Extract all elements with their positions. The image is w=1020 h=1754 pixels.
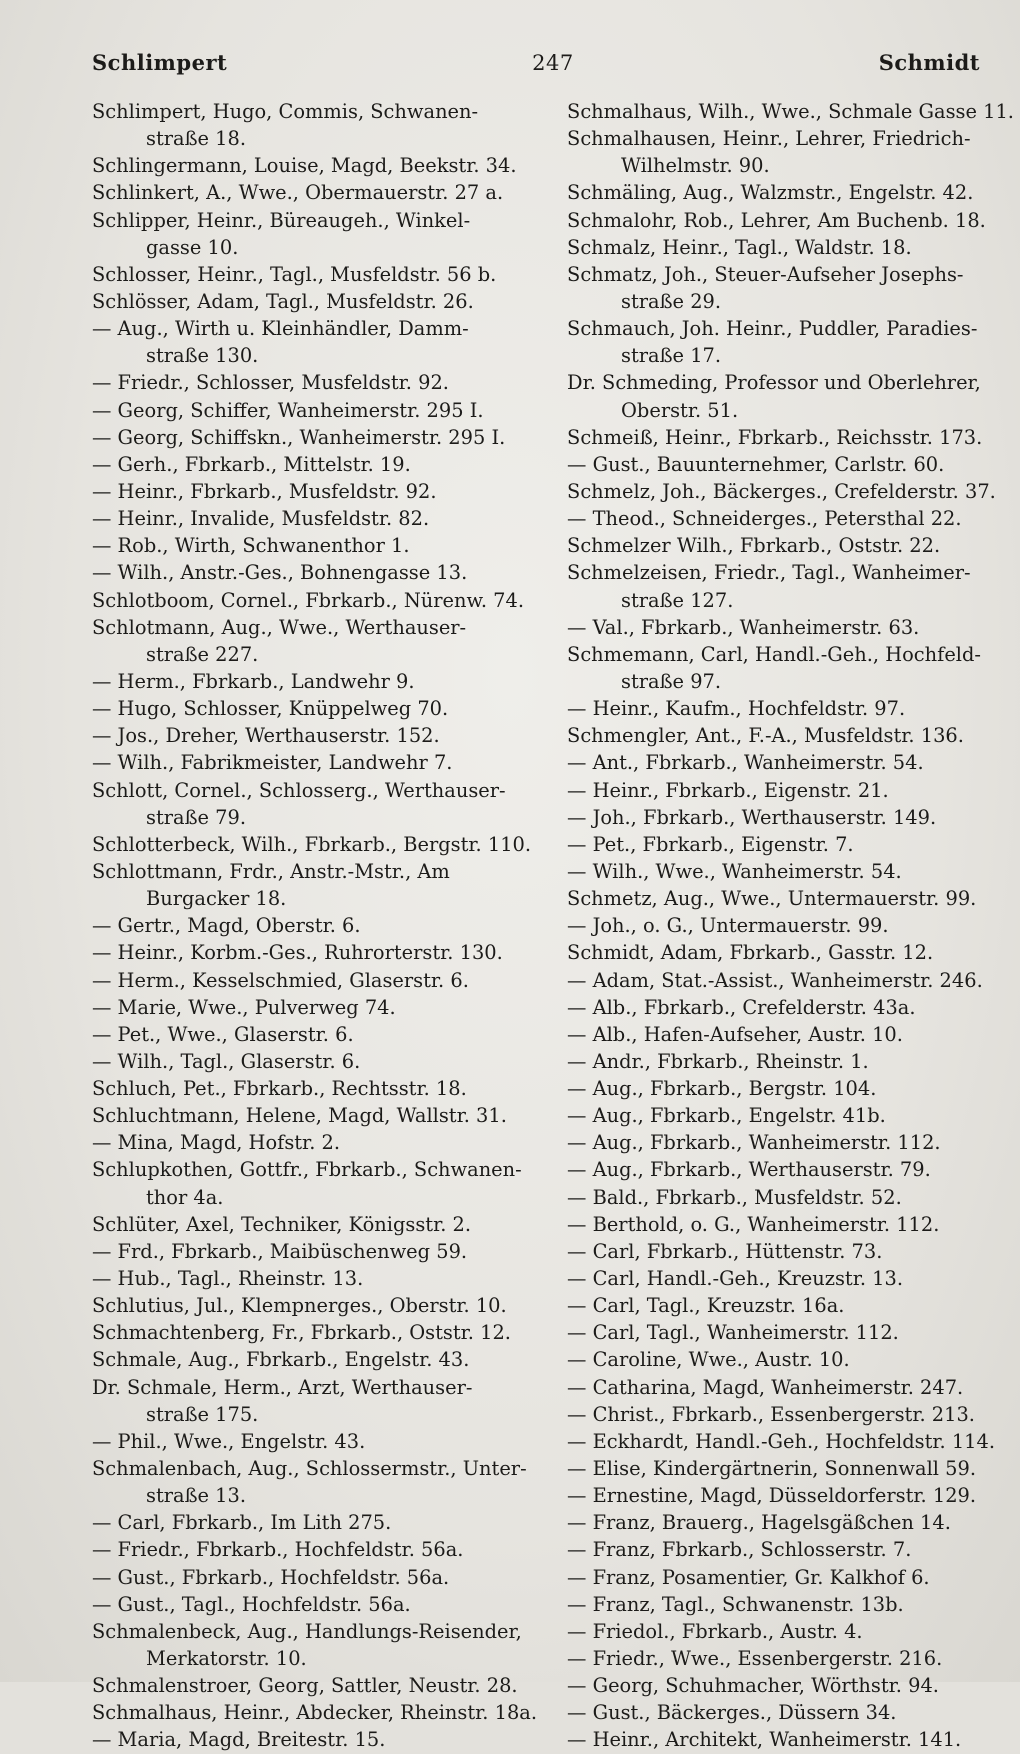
directory-entry-line: — Hugo, Schlosser, Knüppelweg 70. <box>92 697 449 721</box>
directory-entry-line: Schmemann, Carl, Handl.-Geh., Hochfeld- <box>567 642 981 666</box>
directory-entry-line: — Gust., Bauunternehmer, Carlstr. 60. <box>567 452 945 476</box>
directory-entry-line: — Christ., Fbrkarb., Essenbergerstr. 213. <box>567 1402 975 1426</box>
directory-entry-line: Burgacker 18. <box>146 887 287 911</box>
directory-entry-line: — Wilh., Anstr.-Ges., Bohnengasse 13. <box>92 561 468 585</box>
header-left-keyword: Schlimpert <box>92 50 228 75</box>
directory-entry-line: Schmäling, Aug., Walzmstr., Engelstr. 42. <box>567 181 974 205</box>
directory-entry-line: — Carl, Tagl., Kreuzstr. 16a. <box>567 1294 845 1318</box>
directory-entry-line: Schlotboom, Cornel., Fbrkarb., Nürenw. 74. <box>92 588 524 612</box>
directory-entry-line: — Carl, Tagl., Wanheimerstr. 112. <box>567 1321 899 1345</box>
directory-entry-line: Schluch, Pet., Fbrkarb., Rechtsstr. 18. <box>92 1077 467 1101</box>
directory-entry-line: — Alb., Hafen-Aufseher, Austr. 10. <box>567 1022 903 1046</box>
directory-entry-line: — Georg, Schuhmacher, Wörthstr. 94. <box>567 1674 939 1698</box>
directory-entry-line: Schmauch, Joh. Heinr., Puddler, Paradies- <box>567 317 978 341</box>
directory-entry-line: — Carl, Fbrkarb., Im Lith 275. <box>92 1511 392 1535</box>
directory-entry-line: Schlupkothen, Gottfr., Fbrkarb., Schwanen- <box>92 1158 522 1182</box>
directory-entry-line: Schlott, Cornel., Schlosserg., Werthauser- <box>92 778 506 802</box>
directory-entry-line: Schlottmann, Frdr., Anstr.-Mstr., Am <box>92 859 450 883</box>
directory-entry-line: Schmetz, Aug., Wwe., Untermauerstr. 99. <box>567 887 977 911</box>
directory-entry-line: straße 130. <box>146 344 259 368</box>
directory-entry-line: — Adam, Stat.-Assist., Wanheimerstr. 246. <box>567 968 983 992</box>
directory-entry-line: Schmatz, Joh., Steuer-Aufseher Josephs- <box>567 262 964 286</box>
directory-entry-line: — Gust., Fbrkarb., Hochfeldstr. 56a. <box>92 1565 450 1589</box>
directory-entry-line: Schlotterbeck, Wilh., Fbrkarb., Bergstr. 110. <box>92 832 532 856</box>
directory-entry-line: Schmalz, Heinr., Tagl., Waldstr. 18. <box>567 235 912 259</box>
directory-entry-line: — Bald., Fbrkarb., Musfeldstr. 52. <box>567 1185 902 1209</box>
directory-entry-line: — Elise, Kindergärtnerin, Sonnenwall 59. <box>567 1457 976 1481</box>
directory-entry-line: — Carl, Fbrkarb., Hüttenstr. 73. <box>567 1239 883 1263</box>
directory-entry-line: Schmalhaus, Heinr., Abdecker, Rheinstr. 18a. <box>92 1701 538 1725</box>
directory-entry-line: — Gerh., Fbrkarb., Mittelstr. 19. <box>92 452 411 476</box>
directory-entry-line: Schlimpert, Hugo, Commis, Schwanen- <box>92 100 479 123</box>
directory-entry-line: Dr. Schmale, Herm., Arzt, Werthauser- <box>92 1375 473 1399</box>
directory-entry-line: Schmachtenberg, Fr., Fbrkarb., Oststr. 12. <box>92 1321 511 1345</box>
directory-entry-line: Schmelzeisen, Friedr., Tagl., Wanheimer- <box>567 561 971 585</box>
directory-entry-line: straße 175. <box>146 1402 259 1426</box>
directory-entry-line: — Pet., Wwe., Glaserstr. 6. <box>92 1022 354 1046</box>
directory-entry-line: — Jos., Dreher, Werthauserstr. 152. <box>92 724 440 748</box>
directory-entry-line: — Gust., Tagl., Hochfeldstr. 56a. <box>92 1592 411 1616</box>
directory-entry-line: — Wilh., Tagl., Glaserstr. 6. <box>92 1049 361 1073</box>
directory-entry-line: — Friedr., Wwe., Essenbergerstr. 216. <box>567 1647 943 1671</box>
directory-entry-line: straße 17. <box>621 344 722 368</box>
directory-entry-line: straße 18. <box>146 127 247 151</box>
directory-entry-line: Schlüter, Axel, Techniker, Königsstr. 2. <box>92 1212 472 1236</box>
directory-entry-line: — Theod., Schneiderges., Petersthal 22. <box>567 507 962 531</box>
directory-entry-line: — Heinr., Architekt, Wanheimerstr. 141. <box>567 1728 962 1752</box>
directory-entry-line: Schmidt, Adam, Fbrkarb., Gasstr. 12. <box>567 941 934 965</box>
directory-entry-line: Schlotmann, Aug., Wwe., Werthauser- <box>92 615 467 639</box>
page-number: 247 <box>532 51 574 75</box>
directory-entry-line: — Georg, Schiffskn., Wanheimerstr. 295 I. <box>92 425 506 449</box>
directory-entry-line: — Franz, Brauerg., Hagelsgäßchen 14. <box>567 1511 951 1535</box>
directory-entry-line: — Heinr., Fbrkarb., Musfeldstr. 92. <box>92 479 437 503</box>
directory-entry-line: Schmeiß, Heinr., Fbrkarb., Reichsstr. 173. <box>567 425 983 449</box>
directory-entry-line: — Val., Fbrkarb., Wanheimerstr. 63. <box>567 615 920 639</box>
directory-entry-line: — Friedr., Fbrkarb., Hochfeldstr. 56a. <box>92 1538 464 1562</box>
directory-entry-line: — Berthold, o. G., Wanheimerstr. 112. <box>567 1212 940 1236</box>
directory-entry-line: — Frd., Fbrkarb., Maibüschenweg 59. <box>92 1239 468 1263</box>
directory-entry-line: Wilhelmstr. 90. <box>621 154 770 178</box>
directory-entry-line: — Friedol., Fbrkarb., Austr. 4. <box>567 1619 863 1643</box>
directory-entry-line: — Aug., Fbrkarb., Bergstr. 104. <box>567 1077 877 1101</box>
directory-entry-line: — Franz, Tagl., Schwanenstr. 13b. <box>567 1592 904 1616</box>
directory-entry-line: Schmale, Aug., Fbrkarb., Engelstr. 43. <box>92 1348 470 1372</box>
directory-entry-line: Schmengler, Ant., F.-A., Musfeldstr. 136. <box>567 724 964 748</box>
directory-entry-line: — Hub., Tagl., Rheinstr. 13. <box>92 1267 364 1291</box>
directory-entry-line: Schlipper, Heinr., Büreaugeh., Winkel- <box>92 208 471 232</box>
directory-entry-line: — Herm., Kesselschmied, Glaserstr. 6. <box>92 968 469 992</box>
header-right-keyword: Schmidt <box>878 50 980 75</box>
directory-entry-line: straße 79. <box>146 805 247 829</box>
directory-entry-line: — Franz, Posamentier, Gr. Kalkhof 6. <box>567 1565 930 1589</box>
directory-entry-line: straße 127. <box>621 588 734 612</box>
directory-entry-line: — Maria, Magd, Breitestr. 15. <box>92 1728 386 1752</box>
directory-entry-line: — Friedr., Schlosser, Musfeldstr. 92. <box>92 371 449 395</box>
running-header <box>92 50 980 90</box>
directory-entry-line: Schmelz, Joh., Bäckerges., Crefelderstr. 37. <box>567 479 996 503</box>
directory-entry-line: — Aug., Fbrkarb., Engelstr. 41b. <box>567 1104 886 1128</box>
directory-entry-line: — Phil., Wwe., Engelstr. 43. <box>92 1429 366 1453</box>
directory-entry-line: Oberstr. 51. <box>621 398 739 422</box>
directory-entry-line: — Rob., Wirth, Schwanenthor 1. <box>92 534 410 558</box>
directory-entry-line: Schlutius, Jul., Klempnerges., Oberstr. 10. <box>92 1294 507 1318</box>
directory-entry-line: Dr. Schmeding, Professor und Oberlehrer, <box>567 371 981 395</box>
directory-entry-line: — Gust., Bäckerges., Düssern 34. <box>567 1701 897 1725</box>
directory-entry-line: — Georg, Schiffer, Wanheimerstr. 295 I. <box>92 398 484 422</box>
directory-entry-line: gasse 10. <box>146 235 239 259</box>
directory-entry-line: — Wilh., Fabrikmeister, Landwehr 7. <box>92 751 453 775</box>
directory-entry-line: — Herm., Fbrkarb., Landwehr 9. <box>92 669 415 693</box>
directory-entry-line: — Marie, Wwe., Pulverweg 74. <box>92 995 396 1019</box>
directory-entry-line: — Andr., Fbrkarb., Rheinstr. 1. <box>567 1049 869 1073</box>
directory-entry-line: straße 227. <box>146 642 259 666</box>
directory-entry-line: Schlinkert, A., Wwe., Obermauerstr. 27 a. <box>92 181 504 205</box>
directory-entry-line: straße 29. <box>621 289 722 313</box>
directory-entry-line: Merkatorstr. 10. <box>146 1647 307 1671</box>
directory-entry-line: Schmelzer Wilh., Fbrkarb., Oststr. 22. <box>567 534 941 558</box>
directory-entry-line: Schmalhausen, Heinr., Lehrer, Friedrich- <box>567 127 971 151</box>
directory-entry-line: — Alb., Fbrkarb., Crefelderstr. 43a. <box>567 995 916 1019</box>
directory-entry-line: Schluchtmann, Helene, Magd, Wallstr. 31. <box>92 1104 507 1128</box>
directory-entry-line: thor 4a. <box>146 1185 224 1209</box>
directory-entry-line: straße 97. <box>621 669 722 693</box>
directory-entry-line: — Caroline, Wwe., Austr. 10. <box>567 1348 850 1372</box>
directory-entry-line: — Aug., Wirth u. Kleinhändler, Damm- <box>92 317 469 341</box>
directory-entry-line: — Catharina, Magd, Wanheimerstr. 247. <box>567 1375 964 1399</box>
directory-entry-line: — Ant., Fbrkarb., Wanheimerstr. 54. <box>567 751 924 775</box>
directory-entry-line: — Aug., Fbrkarb., Wanheimerstr. 112. <box>567 1131 941 1155</box>
directory-entry-line: — Pet., Fbrkarb., Eigenstr. 7. <box>567 832 854 856</box>
directory-entry-line: Schmalhaus, Wilh., Wwe., Schmale Gasse 11. <box>567 100 1014 123</box>
directory-entry-line: Schmalenbeck, Aug., Handlungs-Reisender, <box>92 1619 522 1643</box>
directory-entry-line: Schlösser, Adam, Tagl., Musfeldstr. 26. <box>92 289 474 313</box>
directory-entry-line: — Heinr., Korbm.-Ges., Ruhrorterstr. 130. <box>92 941 503 965</box>
directory-entry-line: — Joh., Fbrkarb., Werthauserstr. 149. <box>567 805 937 829</box>
directory-entry-line: Schmalohr, Rob., Lehrer, Am Buchenb. 18. <box>567 208 986 232</box>
directory-entry-line: — Ernestine, Magd, Düsseldorferstr. 129. <box>567 1484 977 1508</box>
directory-entry-line: — Franz, Fbrkarb., Schlosserstr. 7. <box>567 1538 912 1562</box>
directory-entry-line: — Heinr., Invalide, Musfeldstr. 82. <box>92 507 430 531</box>
directory-entry-line: — Eckhardt, Handl.-Geh., Hochfeldstr. 114. <box>567 1429 996 1453</box>
directory-entry-line: — Carl, Handl.-Geh., Kreuzstr. 13. <box>567 1267 903 1291</box>
directory-entry-line: — Heinr., Fbrkarb., Eigenstr. 21. <box>567 778 889 802</box>
right-column <box>567 98 1014 1752</box>
left-column <box>92 98 538 1752</box>
directory-entry-line: — Joh., o. G., Untermauerstr. 99. <box>567 914 889 938</box>
directory-entry-line: Schlosser, Heinr., Tagl., Musfeldstr. 56 b. <box>92 262 497 286</box>
directory-entry-line: — Heinr., Kaufm., Hochfeldstr. 97. <box>567 697 906 721</box>
directory-entry-line: Schlingermann, Louise, Magd, Beekstr. 34. <box>92 154 517 178</box>
directory-entry-line: — Aug., Fbrkarb., Werthauserstr. 79. <box>567 1158 931 1182</box>
directory-entry-line: Schmalenstroer, Georg, Sattler, Neustr. 28. <box>92 1674 518 1698</box>
directory-entry-line: — Mina, Magd, Hofstr. 2. <box>92 1131 341 1155</box>
entry-columns <box>92 98 1014 1752</box>
directory-entry-line: — Gertr., Magd, Oberstr. 6. <box>92 914 361 938</box>
directory-entry-line: straße 13. <box>146 1484 247 1508</box>
directory-entry-line: — Wilh., Wwe., Wanheimerstr. 54. <box>567 859 902 883</box>
directory-entry-line: Schmalenbach, Aug., Schlossermstr., Unter- <box>92 1457 527 1481</box>
